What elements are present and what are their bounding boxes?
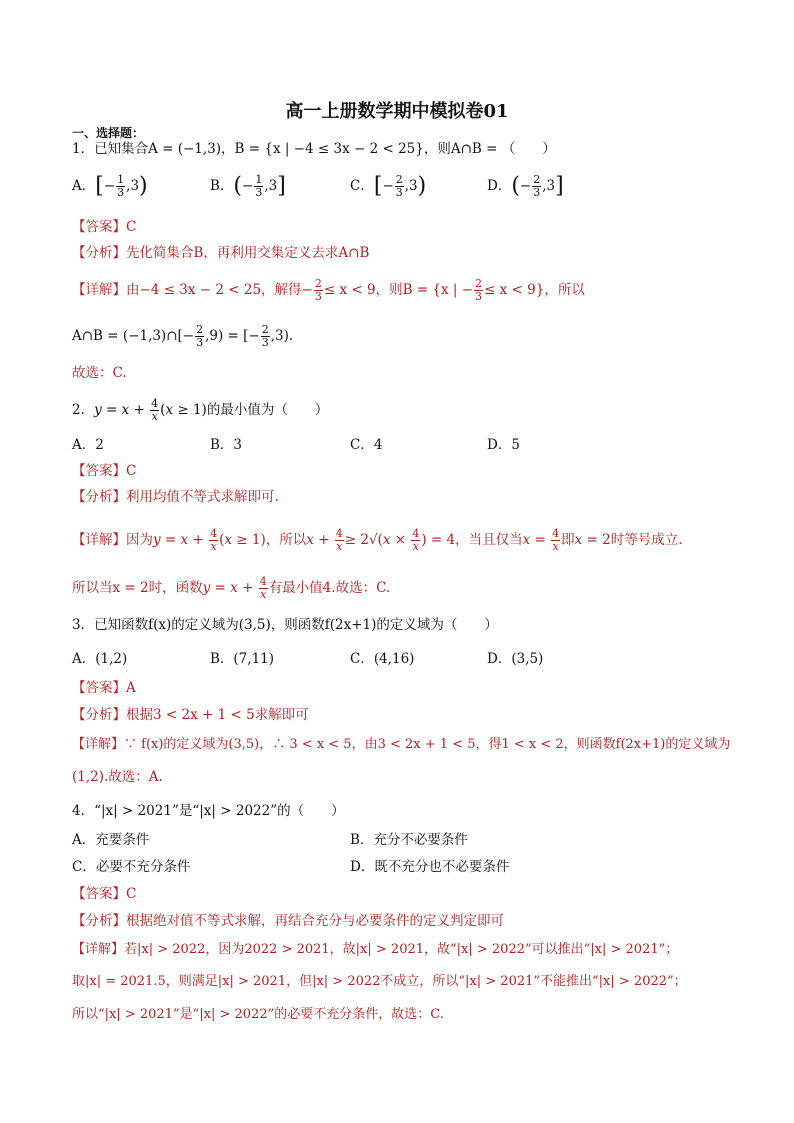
q3-detail-line2: (1,2).故选：A. [72, 769, 163, 785]
q2-option-c: C．4 [350, 437, 383, 453]
q3-stem: 3．已知函数f(x)的定义域为(3,5)，则函数f(2x+1)的定义域为（ ） [72, 617, 498, 633]
q4-option-b: B．充分不必要条件 [350, 832, 468, 848]
q3-answer: 【答案】A [72, 680, 136, 696]
q3-option-a: A．(1,2) [72, 651, 128, 667]
q3-analysis: 【分析】根据3 < 2x + 1 < 5求解即可 [72, 707, 309, 723]
section-heading: 一、选择题： [72, 126, 145, 140]
q1-conclusion: 故选：C. [72, 365, 127, 381]
q4-option-c: C．必要不充分条件 [72, 859, 191, 875]
q2-stem: 2．y = x + $\frac{4}{x}$ (x ≥ 1)的最小值为（ ） [72, 397, 329, 423]
q1-detail-line2: A∩B = (−1,3)∩[− $\frac{2}{3}$ ,9) = [− $\frac{2}{3}$ ,3). [72, 323, 294, 349]
q3-detail-line1: 【详解】∵ f(x)的定义域为(3,5)，∴ 3 < x < 5，由3 < 2x + 1 < 5，得1 < x < 2，则函数f(2x+1)的定义域为 [72, 737, 731, 752]
q2-option-a: A．2 [72, 437, 104, 453]
q1-option-d: D．(− $\frac{2}{3}$ ,3] [487, 173, 564, 199]
q2-analysis: 【分析】利用均值不等式求解即可. [72, 489, 279, 505]
q1-detail-line1: 【详解】由−4 ≤ 3x − 2 < 25，解得− $\frac{2}{3}$ ≤ x < 9，则B = {x | − $\frac{2}{3}$ ≤ x < 9}，所以 [72, 277, 585, 303]
page-title: 高一上册数学期中模拟卷01 [285, 101, 509, 122]
q2-option-b: B．3 [210, 437, 243, 453]
q1-option-b: B．(− $\frac{1}{3}$ ,3] [210, 173, 286, 199]
q2-option-d: D．5 [487, 437, 520, 453]
q2-conclusion: 所以当x = 2时，函数y = x + $\frac{4}{x}$ 有最小值4.故选：C. [72, 575, 391, 601]
q3-option-c: C．(4,16) [350, 651, 415, 667]
q1-option-a: A．[− $\frac{1}{3}$ ,3) [72, 173, 148, 199]
q1-stem: 1．已知集合A = (−1,3)，B = {x | −4 ≤ 3x − 2 < 25}，则A∩B = （ ） [72, 141, 556, 157]
q2-detail: 【详解】因为y = x + $\frac{4}{x}$ (x ≥ 1)，所以x + $\frac{4}{x}$ ≥ 2√(x × $\frac{4}{x}$ ) = 4，当且仅当x = $\frac{4}{x}$ 即x = 2时等号成立. [72, 527, 683, 553]
q3-option-b: B．(7,11) [210, 651, 275, 667]
q4-detail-line3: 所以“|x| > 2021”是“|x| > 2022”的必要不充分条件，故选：C. [72, 1007, 444, 1022]
q4-option-a: A．充要条件 [72, 832, 150, 848]
q3-option-d: D．(3,5) [487, 651, 544, 667]
q1-analysis: 【分析】先化简集合B，再利用交集定义去求A∩B [72, 245, 370, 261]
q4-stem: 4．“|x| > 2021”是“|x| > 2022”的（ ） [72, 803, 345, 819]
q4-detail-line2: 取|x| = 2021.5，则满足|x| > 2021，但|x| > 2022不成立，所以“|x| > 2021”不能推出“|x| > 2022”； [72, 974, 687, 989]
q4-option-d: D．既不充分也不必要条件 [350, 859, 510, 875]
q2-answer: 【答案】C [72, 463, 137, 479]
q1-answer: 【答案】C [72, 219, 137, 235]
q4-answer: 【答案】C [72, 886, 137, 902]
q1-option-c: C．[− $\frac{2}{3}$ ,3) [350, 173, 427, 199]
q4-analysis: 【分析】根据绝对值不等式求解，再结合充分与必要条件的定义判定即可 [72, 913, 504, 929]
q4-detail-line1: 【详解】若|x| > 2022，因为2022 > 2021，故|x| > 2021，故“|x| > 2022”可以推出“|x| > 2021”； [72, 942, 679, 957]
